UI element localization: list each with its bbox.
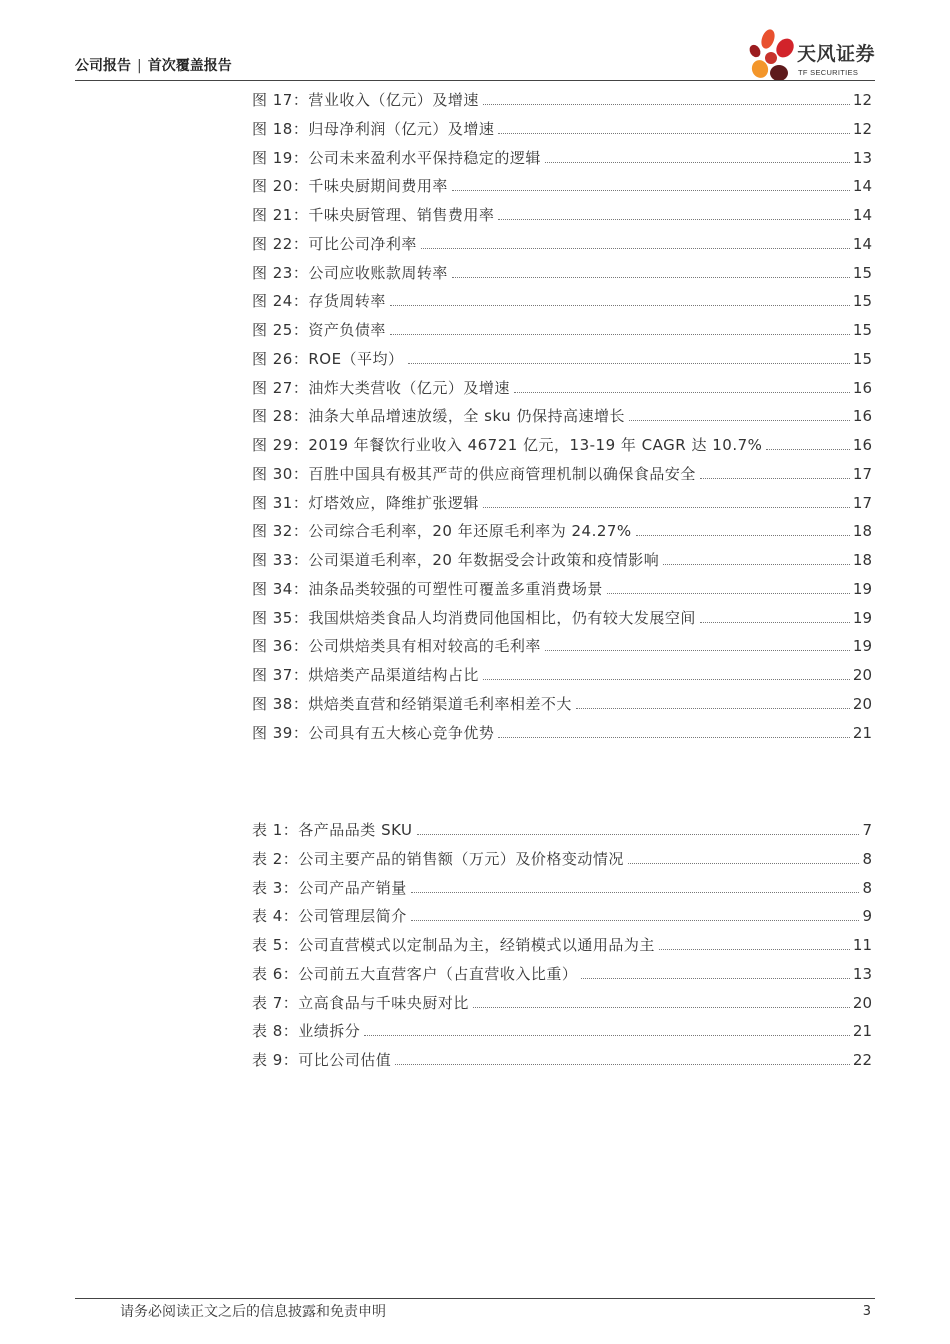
- dot-leader: [607, 593, 850, 594]
- table-entry[interactable]: [252, 1046, 872, 1075]
- figure-page-number: 18: [852, 551, 872, 569]
- dot-leader: [700, 478, 850, 479]
- figure-entry[interactable]: [252, 115, 872, 144]
- figure-title: 图 30：百胜中国具有极其严苛的供应商管理机制以确保食品安全: [252, 464, 696, 483]
- figure-page-number: 19: [852, 608, 872, 627]
- figure-page-number: 17: [852, 493, 872, 512]
- figure-title: 图 31：灯塔效应，降维扩张逻辑: [252, 493, 479, 512]
- figure-page-number: 15: [852, 349, 872, 368]
- figure-title: 图 23：公司应收账款周转率: [252, 263, 448, 282]
- figure-title: 图 21：千味央厨管理、销售费用率: [252, 206, 495, 224]
- figure-title: 图 27：油炸大类营收（亿元）及增速: [252, 378, 510, 397]
- table-entry[interactable]: [252, 989, 872, 1018]
- figure-title: 图 20：千味央厨期间费用率: [252, 177, 448, 196]
- dot-leader: [498, 219, 850, 220]
- figure-page-number: 15: [852, 321, 872, 339]
- dot-leader: [411, 892, 860, 893]
- logo-petal: [765, 52, 777, 64]
- figure-entry[interactable]: [252, 86, 872, 115]
- figure-entry[interactable]: [252, 632, 872, 661]
- table-page-number: 8: [862, 849, 872, 868]
- figure-entry[interactable]: [252, 546, 872, 575]
- figure-title: 图 33：公司渠道毛利率，20 年数据受会计政策和疫情影响: [252, 551, 660, 569]
- figure-page-number: 18: [852, 522, 872, 541]
- dot-leader: [411, 920, 860, 921]
- dot-leader: [408, 363, 850, 364]
- figure-title: 图 28：油条大单品增速放缓，全 sku 仍保持高速增长: [252, 407, 625, 426]
- figure-title: 图 39：公司具有五大核心竞争优势: [252, 723, 495, 742]
- table-entry[interactable]: [252, 931, 872, 960]
- footer-page-number: 3: [862, 1304, 871, 1319]
- dot-leader: [473, 1007, 850, 1008]
- dot-leader: [498, 133, 850, 134]
- table-page-number: 7: [862, 821, 872, 839]
- table-title: 表 6：公司前五大直营客户（占直营收入比重）: [252, 964, 578, 983]
- figure-entry[interactable]: [252, 374, 872, 403]
- figure-title: 图 22：可比公司净利率: [252, 234, 417, 253]
- table-entry[interactable]: [252, 1017, 872, 1046]
- table-entry[interactable]: [252, 902, 872, 931]
- figure-entry[interactable]: [252, 230, 872, 259]
- report-header: [75, 57, 232, 75]
- dot-leader: [545, 162, 850, 163]
- figure-page-number: 16: [852, 436, 872, 454]
- figure-page-number: 15: [852, 263, 872, 282]
- dot-leader: [364, 1035, 850, 1036]
- table-title: 表 3：公司产品产销量: [252, 878, 407, 897]
- table-title: 表 5：公司直营模式以定制品为主，经销模式以通用品为主: [252, 936, 655, 954]
- figure-entry[interactable]: [252, 661, 872, 690]
- dot-leader: [390, 305, 850, 306]
- figure-page-number: 19: [852, 579, 872, 598]
- figure-title: 图 17：营业收入（亿元）及增速: [252, 91, 479, 109]
- figure-title: 图 26：ROE（平均）: [252, 349, 404, 368]
- dot-leader: [452, 190, 850, 191]
- figure-entry[interactable]: [252, 517, 872, 546]
- header-separator: |: [137, 58, 142, 74]
- figure-page-number: 12: [852, 91, 872, 109]
- dot-leader: [390, 334, 850, 335]
- header-divider: [75, 80, 875, 81]
- dot-leader: [700, 622, 850, 623]
- figure-entry[interactable]: [252, 172, 872, 201]
- dot-leader: [636, 535, 850, 536]
- footer-disclaimer: 请务必阅读正文之后的信息披露和免责申明: [120, 1304, 386, 1320]
- table-title: 表 4：公司管理层简介: [252, 907, 407, 926]
- figure-title: 图 36：公司烘焙类具有相对较高的毛利率: [252, 637, 541, 656]
- table-title: 表 8：业绩拆分: [252, 1022, 361, 1041]
- dot-leader: [483, 507, 850, 508]
- logo-petal: [747, 43, 762, 59]
- table-title: 表 7：立高食品与千味央厨对比: [252, 993, 469, 1012]
- table-title: 表 9：可比公司估值: [252, 1051, 392, 1069]
- dot-leader: [483, 679, 850, 680]
- figure-page-number: 16: [852, 407, 872, 426]
- dot-leader: [395, 1064, 850, 1065]
- figure-page-number: 17: [852, 464, 872, 483]
- logo-petal: [770, 65, 788, 81]
- dot-leader: [629, 420, 850, 421]
- figure-entry[interactable]: [252, 575, 872, 604]
- figure-title: 图 19：公司未来盈利水平保持稳定的逻辑: [252, 148, 541, 167]
- figure-title: 图 34：油条品类较强的可塑性可覆盖多重消费场景: [252, 579, 603, 598]
- table-entry[interactable]: [252, 816, 872, 845]
- table-list: [252, 816, 872, 1075]
- logo-petal: [759, 28, 777, 50]
- figure-entry[interactable]: [252, 460, 872, 489]
- figure-title: 图 38：烘焙类直营和经销渠道毛利率相差不大: [252, 694, 572, 713]
- brand-name: 天风证券: [797, 43, 876, 65]
- figure-page-number: 20: [852, 666, 872, 684]
- dot-leader: [628, 863, 860, 864]
- dot-leader: [498, 737, 850, 738]
- figure-title: 图 18：归母净利润（亿元）及增速: [252, 119, 495, 138]
- figure-entry[interactable]: [252, 259, 872, 288]
- figure-title: 图 32：公司综合毛利率，20 年还原毛利率为 24.27%: [252, 522, 632, 541]
- figure-page-number: 16: [852, 378, 872, 397]
- dot-leader: [452, 277, 850, 278]
- dot-leader: [576, 708, 850, 709]
- figure-title: 图 37：烘焙类产品渠道结构占比: [252, 666, 479, 684]
- brand-name-en: TF SECURITIES: [798, 68, 859, 77]
- figure-entry[interactable]: [252, 402, 872, 431]
- figure-page-number: 21: [852, 723, 872, 742]
- figure-page-number: 19: [852, 637, 872, 656]
- table-page-number: 21: [852, 1022, 872, 1041]
- figure-page-number: 13: [852, 148, 872, 167]
- dot-leader: [766, 449, 850, 450]
- dot-leader: [514, 392, 850, 393]
- figure-page-number: 15: [852, 292, 872, 311]
- figure-title: 图 24：存货周转率: [252, 292, 386, 311]
- table-page-number: 9: [862, 907, 872, 926]
- table-title: 表 1：各产品品类 SKU: [252, 821, 413, 839]
- footer-divider: [75, 1298, 875, 1299]
- figure-entry[interactable]: [252, 316, 872, 345]
- figure-page-number: 14: [852, 234, 872, 253]
- figure-title: 图 25：资产负债率: [252, 321, 386, 339]
- figure-entry[interactable]: [252, 201, 872, 230]
- dot-leader: [581, 978, 850, 979]
- dot-leader: [663, 564, 850, 565]
- table-page-number: 13: [852, 964, 872, 983]
- figure-page-number: 14: [852, 177, 872, 196]
- figure-entry[interactable]: [252, 489, 872, 518]
- dot-leader: [659, 949, 850, 950]
- figure-entry[interactable]: [252, 287, 872, 316]
- report-type: 公司报告: [75, 58, 131, 74]
- figure-title: 图 35：我国烘焙类食品人均消费同他国相比，仍有较大发展空间: [252, 608, 696, 627]
- figure-page-number: 20: [852, 694, 872, 713]
- table-title: 表 2：公司主要产品的销售额（万元）及价格变动情况: [252, 849, 624, 868]
- table-page-number: 20: [852, 993, 872, 1012]
- dot-leader: [545, 650, 850, 651]
- table-page-number: 11: [852, 936, 872, 954]
- figure-page-number: 14: [852, 206, 872, 224]
- brand-logo-icon: [746, 28, 798, 82]
- figure-entry[interactable]: [252, 604, 872, 633]
- figure-entry[interactable]: [252, 719, 872, 748]
- figure-entry[interactable]: [252, 345, 872, 374]
- figure-entry[interactable]: [252, 144, 872, 173]
- dot-leader: [421, 248, 850, 249]
- dot-leader: [417, 834, 860, 835]
- figure-page-number: 12: [852, 119, 872, 138]
- figure-title: 图 29：2019 年餐饮行业收入 46721 亿元，13-19 年 CAGR 达 10.7%: [252, 436, 763, 454]
- table-entry[interactable]: [252, 874, 872, 903]
- dot-leader: [483, 104, 850, 105]
- table-entry[interactable]: [252, 960, 872, 989]
- table-page-number: 8: [862, 878, 872, 897]
- report-subtype: 首次覆盖报告: [147, 58, 232, 74]
- table-entry[interactable]: [252, 845, 872, 874]
- figure-entry[interactable]: [252, 431, 872, 460]
- figure-list: [252, 86, 872, 747]
- table-page-number: 22: [852, 1051, 872, 1069]
- figure-entry[interactable]: [252, 690, 872, 719]
